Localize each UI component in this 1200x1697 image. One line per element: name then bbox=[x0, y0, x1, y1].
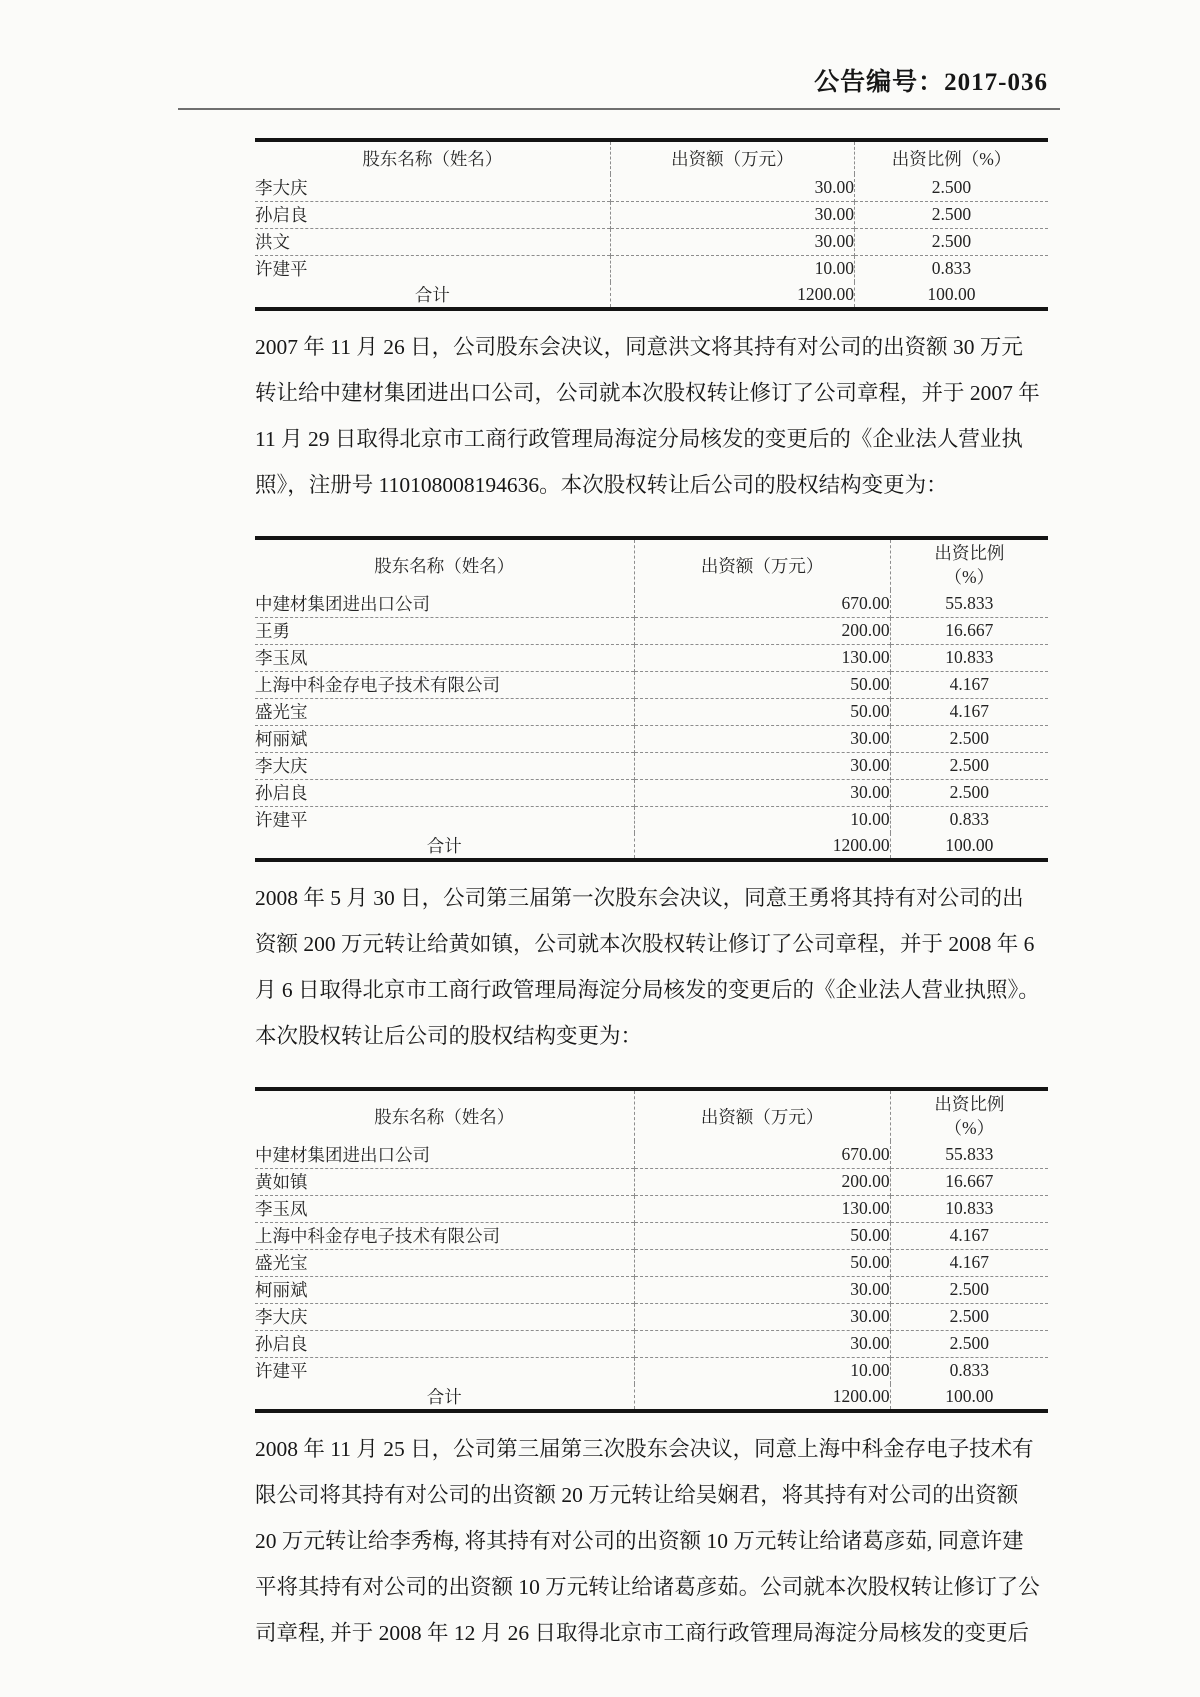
total-ratio-cell: 100.00 bbox=[890, 1384, 1048, 1411]
amount-cell: 10.00 bbox=[634, 1357, 890, 1384]
amount-cell: 130.00 bbox=[634, 644, 890, 671]
shareholder-name-cell: 许建平 bbox=[255, 255, 610, 282]
equity-table-1-total bbox=[255, 282, 1048, 309]
column-header-ratio bbox=[890, 1089, 1048, 1141]
total-amount-cell: 1200.00 bbox=[634, 1384, 890, 1411]
text-line: 资额 200 万元转让给黄如镇，公司就本次股权转让修订了公司章程，并于 2008 年 6 bbox=[255, 932, 1035, 956]
amount-cell: 10.00 bbox=[634, 806, 890, 833]
shareholder-name-cell: 李大庆 bbox=[255, 1303, 634, 1330]
table-row bbox=[255, 617, 1048, 644]
text-line: 限公司将其持有对公司的出资额 20 万元转让给吴娴君，将其持有对公司的出资额 bbox=[255, 1483, 1019, 1507]
column-header-ratio-line1: 出资比例 bbox=[934, 543, 1005, 563]
table-header-row bbox=[255, 538, 1048, 590]
shareholder-name-cell: 许建平 bbox=[255, 806, 634, 833]
amount-cell: 30.00 bbox=[634, 1303, 890, 1330]
ratio-cell: 16.667 bbox=[890, 617, 1048, 644]
amount-cell: 200.00 bbox=[634, 1168, 890, 1195]
paragraph-2007-transfer bbox=[255, 324, 1048, 508]
total-ratio-cell: 100.00 bbox=[854, 282, 1048, 309]
ratio-cell: 4.167 bbox=[890, 1249, 1048, 1276]
column-header-ratio: 出资比例（%） bbox=[854, 140, 1048, 174]
total-row bbox=[255, 282, 1048, 309]
amount-cell: 130.00 bbox=[634, 1195, 890, 1222]
table-header-row bbox=[255, 1089, 1048, 1141]
ratio-cell: 2.500 bbox=[890, 725, 1048, 752]
amount-cell: 10.00 bbox=[610, 255, 854, 282]
shareholder-name-cell: 黄如镇 bbox=[255, 1168, 634, 1195]
table-row bbox=[255, 228, 1048, 255]
shareholder-name-cell: 洪文 bbox=[255, 228, 610, 255]
column-header-shareholder: 股东名称（姓名） bbox=[362, 148, 503, 169]
column-header-amount: 出资额（万元） bbox=[610, 140, 854, 174]
header-rule bbox=[178, 108, 1060, 110]
text-line: 11 月 29 日取得北京市工商行政管理局海淀分局核发的变更后的《企业法人营业执 bbox=[255, 427, 1023, 451]
shareholder-name-cell: 李大庆 bbox=[255, 177, 308, 198]
ratio-cell: 2.500 bbox=[890, 1330, 1048, 1357]
ratio-cell: 0.833 bbox=[854, 255, 1048, 282]
equity-table-2 bbox=[255, 536, 1048, 862]
text-line: 月 6 日取得北京市工商行政管理局海淀分局核发的变更后的《企业法人营业执照》。 bbox=[255, 978, 1040, 1002]
equity-table-1 bbox=[255, 138, 1048, 311]
column-header-amount: 出资额（万元） bbox=[634, 538, 890, 590]
table-row bbox=[255, 752, 1048, 779]
total-label-cell: 合计 bbox=[426, 1387, 462, 1407]
total-amount-cell: 1200.00 bbox=[610, 282, 854, 309]
ratio-cell: 2.500 bbox=[854, 174, 1048, 201]
amount-cell: 670.00 bbox=[634, 1141, 890, 1168]
table-row bbox=[255, 174, 1048, 201]
column-header-ratio-line2: （%） bbox=[944, 1118, 995, 1138]
text-line: 转让给中建材集团进出口公司，公司就本次股权转让修订了公司章程，并于 2007 年 bbox=[255, 381, 1040, 405]
text-line: 2007 年 11 月 26 日，公司股东会决议，同意洪文将其持有对公司的出资额 30 万元 bbox=[255, 335, 1023, 359]
shareholder-name-cell: 柯丽斌 bbox=[255, 725, 634, 752]
ratio-cell: 0.833 bbox=[890, 806, 1048, 833]
amount-cell: 50.00 bbox=[634, 1249, 890, 1276]
amount-cell: 200.00 bbox=[634, 617, 890, 644]
table-row bbox=[255, 1276, 1048, 1303]
amount-cell: 30.00 bbox=[634, 1330, 890, 1357]
shareholder-name-cell: 李玉凤 bbox=[255, 1195, 634, 1222]
table-row bbox=[255, 671, 1048, 698]
ratio-cell: 2.500 bbox=[890, 1276, 1048, 1303]
table-row bbox=[255, 1222, 1048, 1249]
table-row bbox=[255, 1330, 1048, 1357]
amount-cell: 30.00 bbox=[610, 201, 854, 228]
ratio-cell: 10.833 bbox=[890, 644, 1048, 671]
equity-table-3-body bbox=[255, 1089, 1048, 1384]
ratio-cell: 55.833 bbox=[890, 1141, 1048, 1168]
table-header-row bbox=[255, 140, 1048, 174]
ratio-cell: 2.500 bbox=[854, 201, 1048, 228]
table-row bbox=[255, 590, 1048, 617]
table-row bbox=[255, 1141, 1048, 1168]
amount-cell: 30.00 bbox=[634, 752, 890, 779]
column-header-ratio-line1: 出资比例 bbox=[934, 1094, 1005, 1114]
ratio-cell: 4.167 bbox=[890, 698, 1048, 725]
ratio-cell: 16.667 bbox=[890, 1168, 1048, 1195]
column-header-shareholder: 股东名称（姓名） bbox=[374, 555, 515, 576]
amount-cell: 30.00 bbox=[610, 174, 854, 201]
ratio-cell: 10.833 bbox=[890, 1195, 1048, 1222]
shareholder-name-cell: 李大庆 bbox=[255, 752, 634, 779]
amount-cell: 30.00 bbox=[634, 725, 890, 752]
shareholder-name-cell: 孙启良 bbox=[255, 201, 610, 228]
text-line: 平将其持有对公司的出资额 10 万元转让给诸葛彦茹。公司就本次股权转让修订了公 bbox=[255, 1575, 1040, 1599]
shareholder-name-cell: 盛光宝 bbox=[255, 1249, 634, 1276]
ratio-cell: 2.500 bbox=[890, 779, 1048, 806]
notice-number: 公告编号：2017-036 bbox=[814, 69, 1048, 96]
shareholder-name-cell: 上海中科金存电子技术有限公司 bbox=[255, 671, 634, 698]
table-row bbox=[255, 1303, 1048, 1330]
amount-cell: 50.00 bbox=[634, 1222, 890, 1249]
ratio-cell: 55.833 bbox=[890, 590, 1048, 617]
shareholder-name-cell: 盛光宝 bbox=[255, 698, 634, 725]
table-row bbox=[255, 698, 1048, 725]
amount-cell: 50.00 bbox=[634, 671, 890, 698]
text-line: 2008 年 11 月 25 日，公司第三届第三次股东会决议，同意上海中科金存电子技术有 bbox=[255, 1437, 1034, 1461]
ratio-cell: 2.500 bbox=[890, 1303, 1048, 1330]
ratio-cell: 4.167 bbox=[890, 1222, 1048, 1249]
total-row bbox=[255, 1384, 1048, 1411]
ratio-cell: 4.167 bbox=[890, 671, 1048, 698]
total-label-cell: 合计 bbox=[414, 285, 450, 305]
ratio-cell: 2.500 bbox=[854, 228, 1048, 255]
column-header-ratio bbox=[890, 538, 1048, 590]
table-row bbox=[255, 779, 1048, 806]
equity-table-2-body bbox=[255, 538, 1048, 833]
shareholder-name-cell: 王勇 bbox=[255, 617, 634, 644]
equity-table-3-total bbox=[255, 1384, 1048, 1411]
amount-cell: 50.00 bbox=[634, 698, 890, 725]
table-row bbox=[255, 1249, 1048, 1276]
equity-table-3 bbox=[255, 1087, 1048, 1413]
table-row bbox=[255, 644, 1048, 671]
table-row bbox=[255, 201, 1048, 228]
total-ratio-cell: 100.00 bbox=[890, 833, 1048, 860]
total-row bbox=[255, 833, 1048, 860]
text-line: 本次股权转让后公司的股权结构变更为： bbox=[255, 1024, 643, 1048]
document-body bbox=[255, 138, 1048, 1656]
ratio-cell: 2.500 bbox=[890, 752, 1048, 779]
table-row bbox=[255, 1195, 1048, 1222]
shareholder-name-cell: 柯丽斌 bbox=[255, 1276, 634, 1303]
shareholder-name-cell: 李玉凤 bbox=[255, 644, 634, 671]
shareholder-name-cell: 中建材集团进出口公司 bbox=[255, 1144, 430, 1165]
equity-table-1-body bbox=[255, 140, 1048, 282]
text-line: 20 万元转让给李秀梅, 将其持有对公司的出资额 10 万元转让给诸葛彦茹, 同意许建 bbox=[255, 1529, 1024, 1553]
total-amount-cell: 1200.00 bbox=[634, 833, 890, 860]
amount-cell: 670.00 bbox=[634, 590, 890, 617]
shareholder-name-cell: 中建材集团进出口公司 bbox=[255, 593, 430, 614]
column-header-amount: 出资额（万元） bbox=[634, 1089, 890, 1141]
table-row bbox=[255, 1168, 1048, 1195]
table-row bbox=[255, 255, 1048, 282]
paragraph-2008-may-transfer bbox=[255, 875, 1048, 1059]
text-line: 2008 年 5 月 30 日，公司第三届第一次股东会决议，同意王勇将其持有对公司的出 bbox=[255, 886, 1024, 910]
amount-cell: 30.00 bbox=[634, 1276, 890, 1303]
amount-cell: 30.00 bbox=[610, 228, 854, 255]
shareholder-name-cell: 孙启良 bbox=[255, 1330, 634, 1357]
table-row bbox=[255, 1357, 1048, 1384]
total-label-cell: 合计 bbox=[426, 836, 462, 856]
shareholder-name-cell: 孙启良 bbox=[255, 779, 634, 806]
column-header-shareholder: 股东名称（姓名） bbox=[374, 1106, 515, 1127]
equity-table-2-total bbox=[255, 833, 1048, 860]
table-row bbox=[255, 806, 1048, 833]
amount-cell: 30.00 bbox=[634, 779, 890, 806]
shareholder-name-cell: 上海中科金存电子技术有限公司 bbox=[255, 1222, 634, 1249]
paragraph-2008-nov-transfer bbox=[255, 1426, 1048, 1656]
ratio-cell: 0.833 bbox=[890, 1357, 1048, 1384]
shareholder-name-cell: 许建平 bbox=[255, 1357, 634, 1384]
column-header-ratio-line2: （%） bbox=[944, 567, 995, 587]
text-line: 司章程, 并于 2008 年 12 月 26 日取得北京市工商行政管理局海淀分局核发的变更后 bbox=[255, 1621, 1030, 1645]
text-line: 照》，注册号 110108008194636。本次股权转让后公司的股权结构变更为： bbox=[255, 473, 948, 497]
table-row bbox=[255, 725, 1048, 752]
